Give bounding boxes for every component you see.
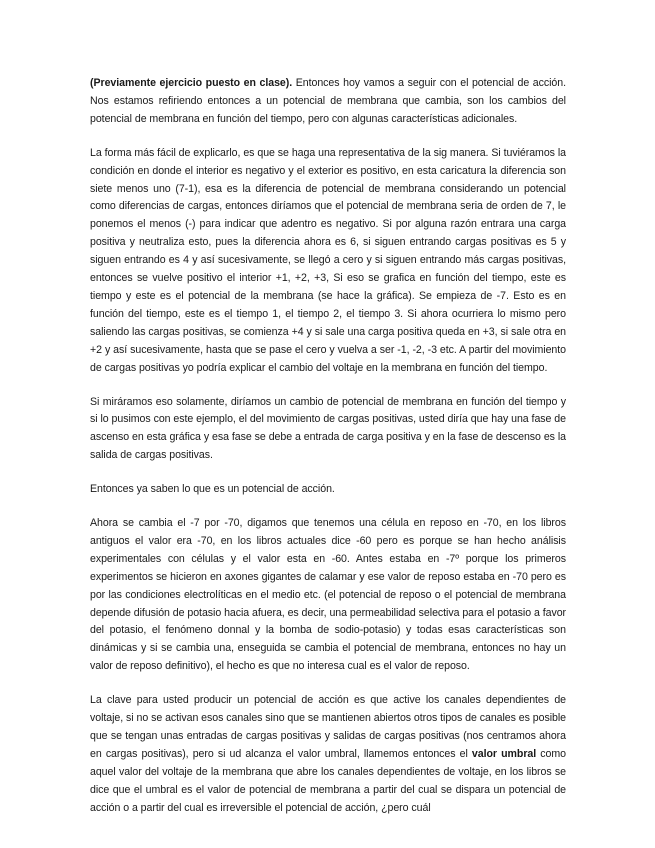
bold-lead: (Previamente ejercicio puesto en clase). [90,77,293,89]
paragraph-text: La clave para usted producir un potencial de acción es que active los canales dependientes de voltaje, si no se activan esos canales sino que se mantienen abiertos otros tipos de canales es posible que se tengan unas entradas de cargas positivas y salidas de cargas positivas (nos centramos ahora en cargas positivas), pero si ud alcanza el valor umbral, llamemos entonces el [90,694,566,760]
paragraph-text: Entonces hoy vamos a seguir con el potencial de acción. Nos estamos refiriendo entonces a un potencial de membrana que cambia, son los cambios del potencial de membrana en función del tiempo, pero con algunas características adicionales. [90,77,566,125]
paragraph-intro [90,75,566,129]
paragraph-phases: Si miráramos eso solamente, diríamos un cambio de potencial de membrana en función del tiempo y si lo pusimos con este ejemplo, el del movimiento de cargas positivas, usted diría que hay una fase de ascenso en esta gráfica y esa fase se debe a entrada de carga positiva y en la fase de descenso es la salida de cargas positivas. [90,395,566,462]
document-page [90,75,566,834]
paragraph-summary: Entonces ya saben lo que es un potencial de acción. [90,483,335,496]
paragraph-resting-potential: Ahora se cambia el -7 por -70, digamos que tenemos una célula en reposo en -70, en los libros antiguos el valor era -70, en los libros actuales dice -60 pero es porque se han hecho análisis experimentales con células y el valor esta en -60. Antes estaba en -7º porque los primeros experimentos se hicieron en axones gigantes de calamar y ese valor de reposo estaba en -70 pero es por las condiciones electrolíticas en el medio etc. (el potencial de reposo o el potencial de membrana depende difusión de potasio hacia afuera, es decir, una permeabilidad selectiva para el potasio a favor del potasio, el fenómeno donnal y la bomba de sodio-potasio) y todas esas características son dinámicas y si se cambia una, enseguida se cambia el potencial de membrana, entonces no hay un valor de reposo definitivo), el hecho es que no interesa cual es el valor de reposo. [90,517,567,673]
paragraph-text: como aquel valor del voltaje de la membrana que abre los canales dependientes de voltaje, en los libros se dice que el umbral es el valor de potencial de membrana a partir del cual se dispara un potencial de acción o a partir del cual es irreversible el potencial de acción, ¿pero cuál [90,747,566,814]
bold-term: valor umbral [471,747,537,760]
paragraph-threshold [90,692,566,817]
paragraph-explanation: La forma más fácil de explicarlo, es que se haga una representativa de la sig manera. Si tuviéramos la condición en donde el interior es negativo y el exterior es positivo, en esta caricatura la diferencia son siete menos uno (7-1), esa es la diferencia de potencial de membrana considerando un potencial como diferencias de cargas, entonces diríamos que el potencial de membrana seria de orden de 7, le ponemos el menos (-) para indicar que adentro es negativo. Si por alguna razón entrara una carga positiva y neutraliza esto, pues la diferencia ahora es 6, si siguen entrando cargas positivas es 5 y siguen entrando es 4 y así sucesivamente, se llegó a cero y si siguen entrando más cargas positivas, entonces se vuelve positivo el interior +1, +2, +3, Si eso se grafica en función del tiempo, este es tiempo y este es el potencial de la membrana (se hace la gráfica). Se empieza de -7. Esto es en función del tiempo, este es el tiempo 1, el tiempo 2, el tiempo 3. Si ahora ocurriera lo mismo pero saliendo las cargas positivas, se comienza +4 y si sale una carga positiva queda en +3, si sale otra en +2 y así sucesivamente, hasta que se pase el cero y vuelva a ser -1, -2, -3 etc. A partir del movimiento de cargas positivas yo podría explicar el cambio del voltaje en la membrana en función del tiempo. [90,146,566,374]
